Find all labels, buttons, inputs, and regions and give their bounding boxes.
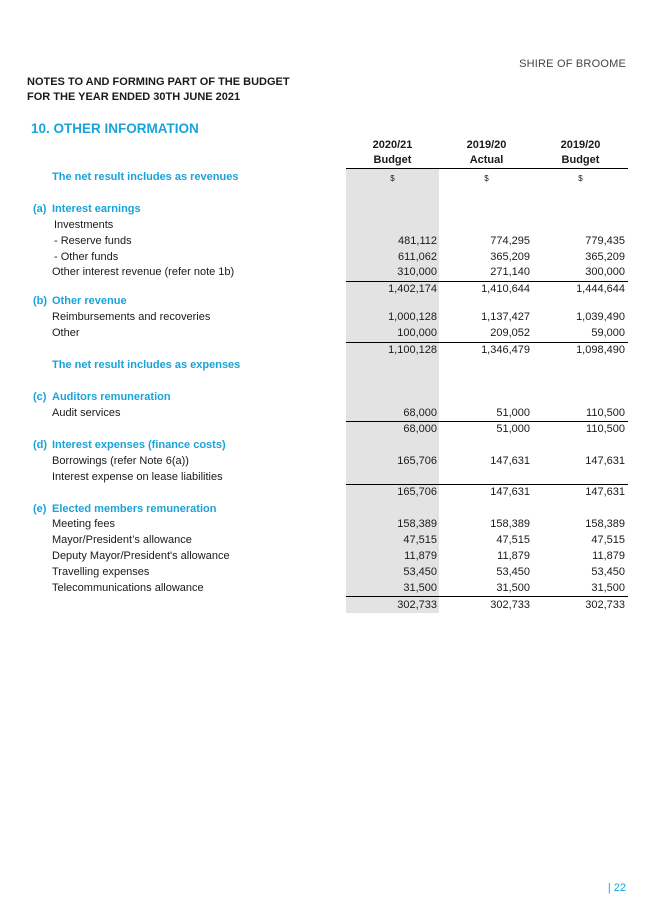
total-budget-2021: 1,100,128 bbox=[388, 344, 437, 356]
col-header-year: 2019/20 bbox=[560, 139, 601, 151]
value-budget-2020: 1,039,490 bbox=[576, 311, 625, 323]
value-budget-2021: 611,062 bbox=[398, 251, 437, 263]
value-actual-2020: 1,137,427 bbox=[481, 311, 530, 323]
section-marker: (a) bbox=[33, 203, 47, 215]
row-label: Other bbox=[52, 327, 80, 339]
value-budget-2021: 165,706 bbox=[397, 455, 437, 467]
subtotal-rule bbox=[346, 342, 628, 343]
value-actual-2020: 209,052 bbox=[490, 327, 530, 339]
row-label: Travelling expenses bbox=[52, 566, 150, 578]
document-title-line-1: NOTES TO AND FORMING PART OF THE BUDGET bbox=[27, 76, 290, 88]
value-actual-2020: 365,209 bbox=[490, 251, 530, 263]
section-a-heading bbox=[0, 203, 653, 219]
value-budget-2020: 158,389 bbox=[585, 518, 625, 530]
row-label: Audit services bbox=[52, 407, 121, 419]
total-budget-2021: 68,000 bbox=[403, 423, 437, 435]
total-budget-2020: 1,444,644 bbox=[576, 283, 625, 295]
total-row bbox=[0, 486, 653, 502]
table-row bbox=[0, 251, 653, 267]
col-unit: $ bbox=[484, 174, 489, 183]
subtotal-rule bbox=[346, 596, 628, 597]
row-label: - Reserve funds bbox=[54, 235, 132, 247]
value-budget-2020: 47,515 bbox=[591, 534, 625, 546]
total-row bbox=[0, 599, 653, 615]
row-label: Other interest revenue (refer note 1b) bbox=[52, 266, 235, 278]
total-actual-2020: 51,000 bbox=[496, 423, 530, 435]
row-label: Meeting fees bbox=[52, 518, 115, 530]
value-budget-2021: 11,879 bbox=[404, 550, 437, 562]
total-budget-2020: 110,500 bbox=[586, 423, 625, 435]
section-c-heading bbox=[0, 391, 653, 407]
expenses-heading-row bbox=[0, 359, 653, 375]
total-actual-2020: 147,631 bbox=[490, 486, 530, 498]
total-row bbox=[0, 344, 653, 360]
total-actual-2020: 302,733 bbox=[490, 599, 530, 611]
value-budget-2021: 68,000 bbox=[403, 407, 437, 419]
value-budget-2020: 11,879 bbox=[592, 550, 625, 562]
section-b-heading bbox=[0, 295, 653, 311]
value-budget-2021: 310,000 bbox=[397, 266, 437, 278]
table-row bbox=[0, 550, 653, 566]
table-row bbox=[0, 566, 653, 582]
total-budget-2020: 147,631 bbox=[585, 486, 625, 498]
col-header-year: 2020/21 bbox=[372, 139, 413, 151]
document-title-line-2: FOR THE YEAR ENDED 30TH JUNE 2021 bbox=[27, 91, 241, 103]
subtotal-rule bbox=[346, 281, 628, 282]
value-budget-2020: 300,000 bbox=[585, 266, 625, 278]
value-actual-2020: 147,631 bbox=[490, 455, 530, 467]
total-budget-2021: 1,402,174 bbox=[388, 283, 437, 295]
section-title: Interest earnings bbox=[52, 203, 141, 215]
value-actual-2020: 774,295 bbox=[490, 235, 530, 247]
row-label: Telecommunications allowance bbox=[52, 582, 204, 594]
value-budget-2020: 31,500 bbox=[591, 582, 625, 594]
value-budget-2020: 365,209 bbox=[585, 251, 625, 263]
section-d-heading bbox=[0, 439, 653, 455]
value-actual-2020: 158,389 bbox=[490, 518, 530, 530]
revenues-heading-row bbox=[0, 171, 653, 187]
total-budget-2020: 302,733 bbox=[585, 599, 625, 611]
value-actual-2020: 31,500 bbox=[496, 582, 530, 594]
value-budget-2021: 31,500 bbox=[403, 582, 437, 594]
total-budget-2021: 302,733 bbox=[397, 599, 437, 611]
table-row bbox=[0, 534, 653, 550]
section-title: 10. OTHER INFORMATION bbox=[31, 121, 199, 136]
col-header-type: Budget bbox=[561, 154, 600, 166]
value-budget-2021: 100,000 bbox=[397, 327, 437, 339]
total-budget-2021: 165,706 bbox=[397, 486, 437, 498]
row-label: Reimbursements and recoveries bbox=[52, 311, 211, 323]
section-title: Elected members remuneration bbox=[52, 503, 217, 515]
section-title: Other revenue bbox=[52, 295, 127, 307]
total-actual-2020: 1,346,479 bbox=[481, 344, 530, 356]
organisation-name: SHIRE OF BROOME bbox=[519, 58, 626, 70]
total-budget-2020: 1,098,490 bbox=[576, 344, 625, 356]
table-row bbox=[0, 266, 653, 282]
row-label: Borrowings (refer Note 6(a)) bbox=[52, 455, 189, 467]
value-budget-2020: 53,450 bbox=[591, 566, 625, 578]
subtotal-rule bbox=[346, 484, 628, 485]
row-label: Interest expense on lease liabilities bbox=[52, 471, 223, 483]
section-marker: (b) bbox=[33, 295, 48, 307]
section-title: Auditors remuneration bbox=[52, 391, 171, 403]
section-title: Interest expenses (finance costs) bbox=[52, 439, 226, 451]
table-row bbox=[0, 455, 653, 471]
expenses-heading: The net result includes as expenses bbox=[52, 359, 241, 371]
section-marker: (c) bbox=[33, 391, 47, 403]
value-actual-2020: 53,450 bbox=[496, 566, 530, 578]
subtotal-rule bbox=[346, 421, 628, 422]
col-unit: $ bbox=[390, 174, 395, 183]
col-header-type: Actual bbox=[469, 154, 504, 166]
section-marker: (d) bbox=[33, 439, 48, 451]
row-label: Investments bbox=[54, 219, 114, 231]
value-actual-2020: 51,000 bbox=[496, 407, 530, 419]
value-budget-2021: 158,389 bbox=[397, 518, 437, 530]
row-label: Deputy Mayor/President's allowance bbox=[52, 550, 230, 562]
value-budget-2021: 1,000,128 bbox=[388, 311, 437, 323]
page-number: | 22 bbox=[607, 882, 626, 894]
col-header-type: Budget bbox=[373, 154, 412, 166]
value-actual-2020: 11,879 bbox=[497, 550, 530, 562]
total-actual-2020: 1,410,644 bbox=[481, 283, 530, 295]
value-budget-2021: 481,112 bbox=[398, 235, 437, 247]
section-marker: (e) bbox=[33, 503, 47, 515]
value-budget-2020: 59,000 bbox=[591, 327, 625, 339]
total-row bbox=[0, 423, 653, 439]
value-budget-2020: 147,631 bbox=[585, 455, 625, 467]
value-actual-2020: 47,515 bbox=[496, 534, 530, 546]
table-row bbox=[0, 311, 653, 327]
value-budget-2020: 110,500 bbox=[586, 407, 625, 419]
header-rule bbox=[346, 168, 628, 169]
value-budget-2021: 53,450 bbox=[403, 566, 437, 578]
table-row bbox=[0, 235, 653, 251]
row-label: - Other funds bbox=[54, 251, 119, 263]
section-e-heading bbox=[0, 503, 653, 519]
row-label: Mayor/President’s allowance bbox=[52, 534, 192, 546]
table-row bbox=[0, 327, 653, 343]
col-unit: $ bbox=[578, 174, 583, 183]
table-row bbox=[0, 518, 653, 534]
value-actual-2020: 271,140 bbox=[490, 266, 530, 278]
value-budget-2020: 779,435 bbox=[585, 235, 625, 247]
col-header-year: 2019/20 bbox=[466, 139, 507, 151]
revenues-heading: The net result includes as revenues bbox=[52, 171, 239, 183]
table-row bbox=[0, 219, 653, 235]
value-budget-2021: 47,515 bbox=[403, 534, 437, 546]
